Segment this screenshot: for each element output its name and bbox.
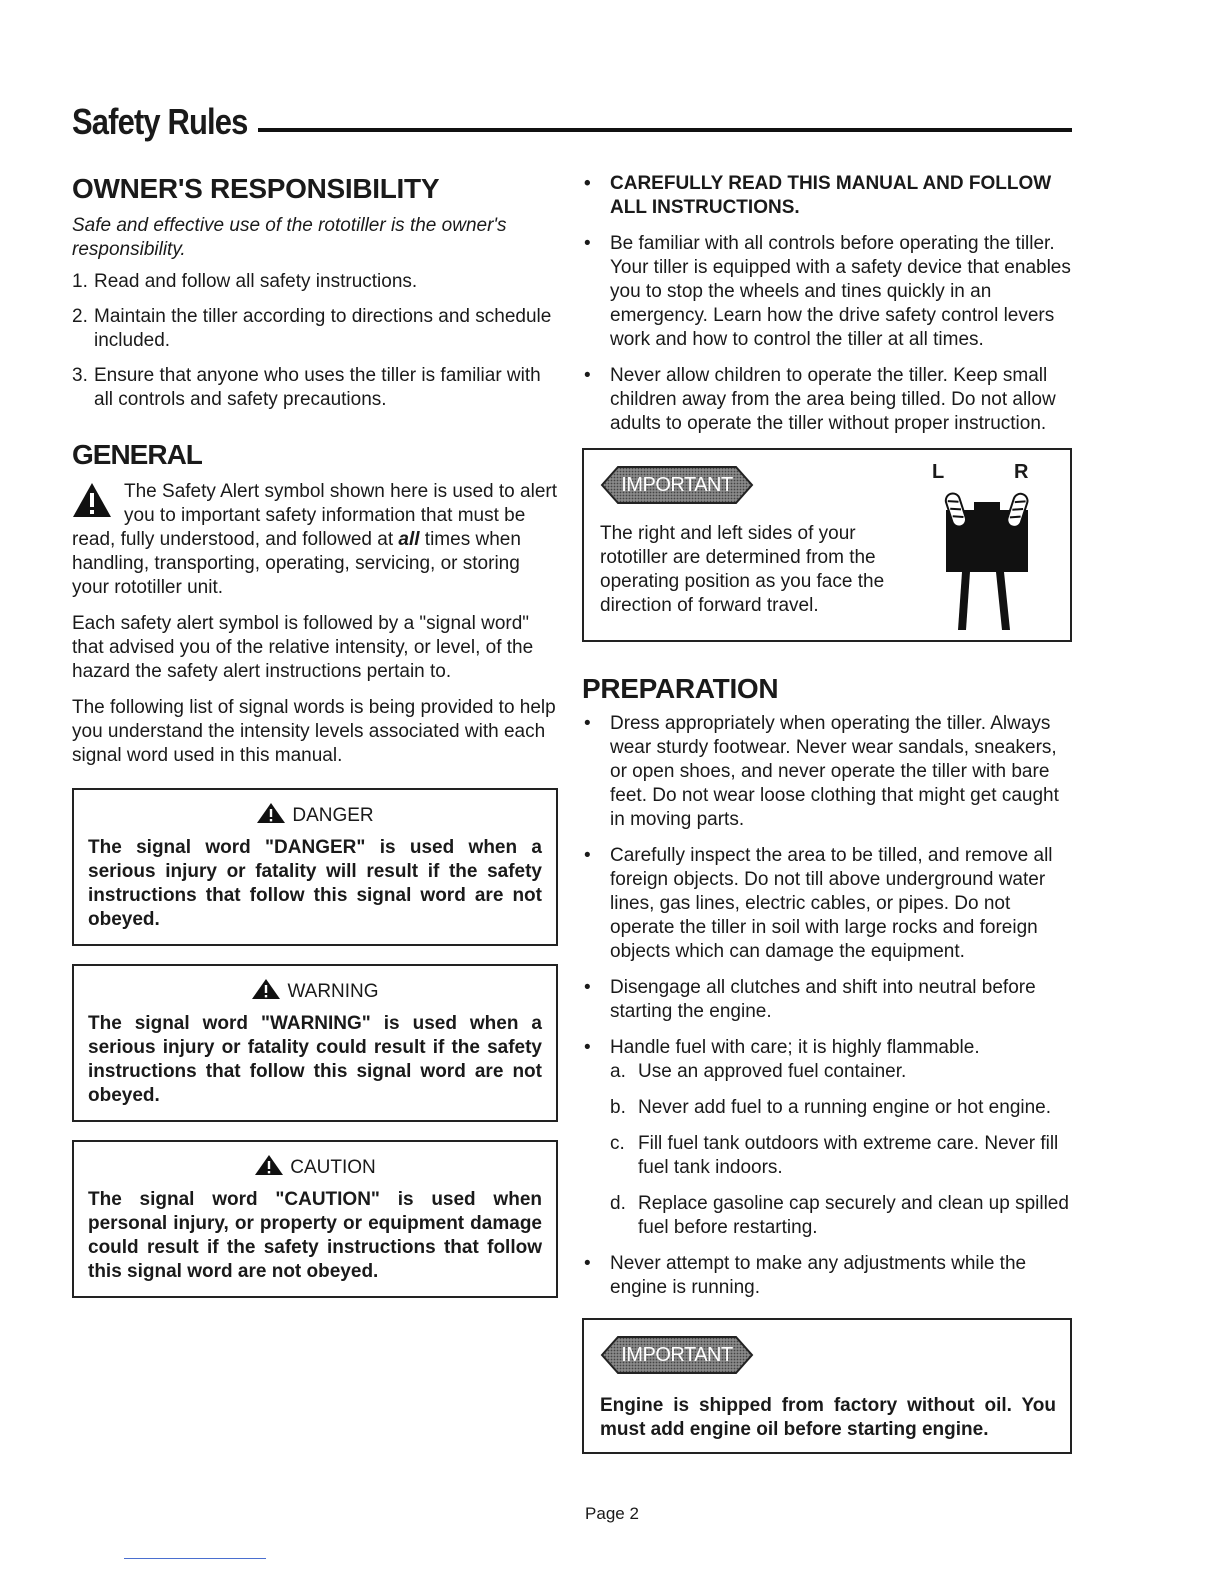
page-number: Page 2 xyxy=(585,1504,639,1523)
page-title: Safety Rules xyxy=(72,101,248,142)
danger-heading: DANGER xyxy=(88,802,542,828)
right-label: R xyxy=(1014,461,1029,483)
list-item: • CAREFULLY READ THIS MANUAL AND FOLLOW ALL INSTRUCTIONS. xyxy=(584,173,1052,218)
caution-box xyxy=(72,1140,558,1298)
preparation-heading: PREPARATION xyxy=(582,673,779,704)
warning-text: The signal word "WARNING" is used when a serious injury or fatality could result if the safety instructions that follow this signal word are not obeyed. xyxy=(88,1013,542,1106)
important-badge-label: IMPORTANT xyxy=(621,474,733,496)
important-badge-label: IMPORTANT xyxy=(621,1344,733,1366)
preparation-bullets xyxy=(582,712,1072,1300)
list-item: • Dress appropriately when operating the tiller. Always wear sturdy footwear. Never wear sandals, sneakers, or open shoes, and never operate the tiller with bare feet. Do not wear loose clothing that might get caught in moving parts. xyxy=(584,713,1059,830)
warning-heading: WARNING xyxy=(88,978,542,1004)
danger-box xyxy=(72,788,558,946)
title-rule xyxy=(258,128,1072,132)
general-paragraph-2: Each safety alert symbol is followed by a "signal word" that advised you of the relative intensity, or level, of the hazard the safety alert instructions pertain to. xyxy=(72,613,534,682)
list-item: • Handle fuel with care; it is highly flammable. a. Use an approved fuel container. b. Never add fuel to a running engine or hot engine. c. Fill fuel tank outdoors with extreme care. Never fill fuel tank indoors. d. Replace gasoline cap securely and clean up spilled fuel before restarting. xyxy=(582,1036,1072,1240)
caution-heading: CAUTION xyxy=(88,1154,542,1180)
list-item: • Be familiar with all controls before operating the tiller. Your tiller is equipped with a safety device that enables you to stop the wheels and tines quickly in an emergency. Learn how the drive safety control levers work and how to control the tiller at all times. xyxy=(584,233,1071,350)
tiller-top-view-icon xyxy=(934,474,1034,634)
list-item: b. Never add fuel to a running engine or hot engine. xyxy=(610,1097,1052,1118)
caution-text: The signal word "CAUTION" is used when personal injury, or property or equipment damage could result if the safety instructions that follow this signal word are not obeyed. xyxy=(88,1189,542,1282)
safety-alert-icon xyxy=(256,802,286,824)
footer-line xyxy=(124,1558,266,1559)
left-column xyxy=(72,172,558,1298)
danger-text: The signal word "DANGER" is used when a serious injury or fatality will result if the safety instructions that follow this signal word are not obeyed. xyxy=(88,837,542,930)
list-item: 1. Read and follow all safety instructions. xyxy=(72,271,418,292)
list-item: • Disengage all clutches and shift into neutral before starting the engine. xyxy=(584,977,1036,1022)
general-heading: GENERAL xyxy=(72,439,202,470)
owners-heading: OWNER'S RESPONSIBILITY xyxy=(72,173,440,204)
list-item: • Carefully inspect the area to be tilled, and remove all foreign objects. Do not till above underground water lines, gas lines, electric cables, or pipes. Do not operate the tiller in soil with large rocks and foreign objects which can damage the equipment. xyxy=(584,845,1053,962)
right-column xyxy=(582,172,1072,1454)
important-box-oil xyxy=(582,1318,1072,1454)
general-bullets xyxy=(582,172,1072,436)
list-item: • Never allow children to operate the tiller. Keep small children away from the area being tilled. Do not allow adults to operate the tiller without proper instruction. xyxy=(584,365,1056,434)
safety-alert-icon xyxy=(72,482,112,518)
warning-box xyxy=(72,964,558,1122)
fuel-sublist xyxy=(610,1060,1072,1240)
safety-alert-icon xyxy=(254,1154,284,1176)
left-label: L xyxy=(932,461,945,483)
safety-alert-icon xyxy=(251,978,281,1000)
list-item: 2. Maintain the tiller according to directions and schedule included. xyxy=(72,306,552,351)
general-paragraph-3: The following list of signal words is being provided to help you understand the intensity levels associated with each signal word used in this manual. xyxy=(72,697,556,766)
list-item: a. Use an approved fuel container. xyxy=(610,1061,907,1082)
list-item: • Never attempt to make any adjustments while the engine is running. xyxy=(584,1253,1027,1298)
list-item: c. Fill fuel tank outdoors with extreme care. Never fill fuel tank indoors. xyxy=(610,1133,1059,1178)
important-box-sides xyxy=(582,448,1072,642)
list-item: d. Replace gasoline cap securely and clean up spilled fuel before restarting. xyxy=(610,1193,1069,1238)
important-sides-text: The right and left sides of your rototiller are determined from the operating position as you face the direction of forward travel. xyxy=(600,523,885,616)
important-oil-text: Engine is shipped from factory without oil. You must add engine oil before starting engine. xyxy=(600,1395,1056,1440)
list-item: 3. Ensure that anyone who uses the tiller is familiar with all controls and safety precautions. xyxy=(72,365,541,410)
owners-intro: Safe and effective use of the rototiller is the owner's responsibility. xyxy=(72,215,507,260)
general-alert-paragraph: The Safety Alert symbol shown here is used to alert you to important safety information that must be read, fully understood, and followed at all times when handling, transporting, operating, servicing, or storing your rototiller unit. xyxy=(72,481,557,598)
owners-list xyxy=(72,270,558,412)
